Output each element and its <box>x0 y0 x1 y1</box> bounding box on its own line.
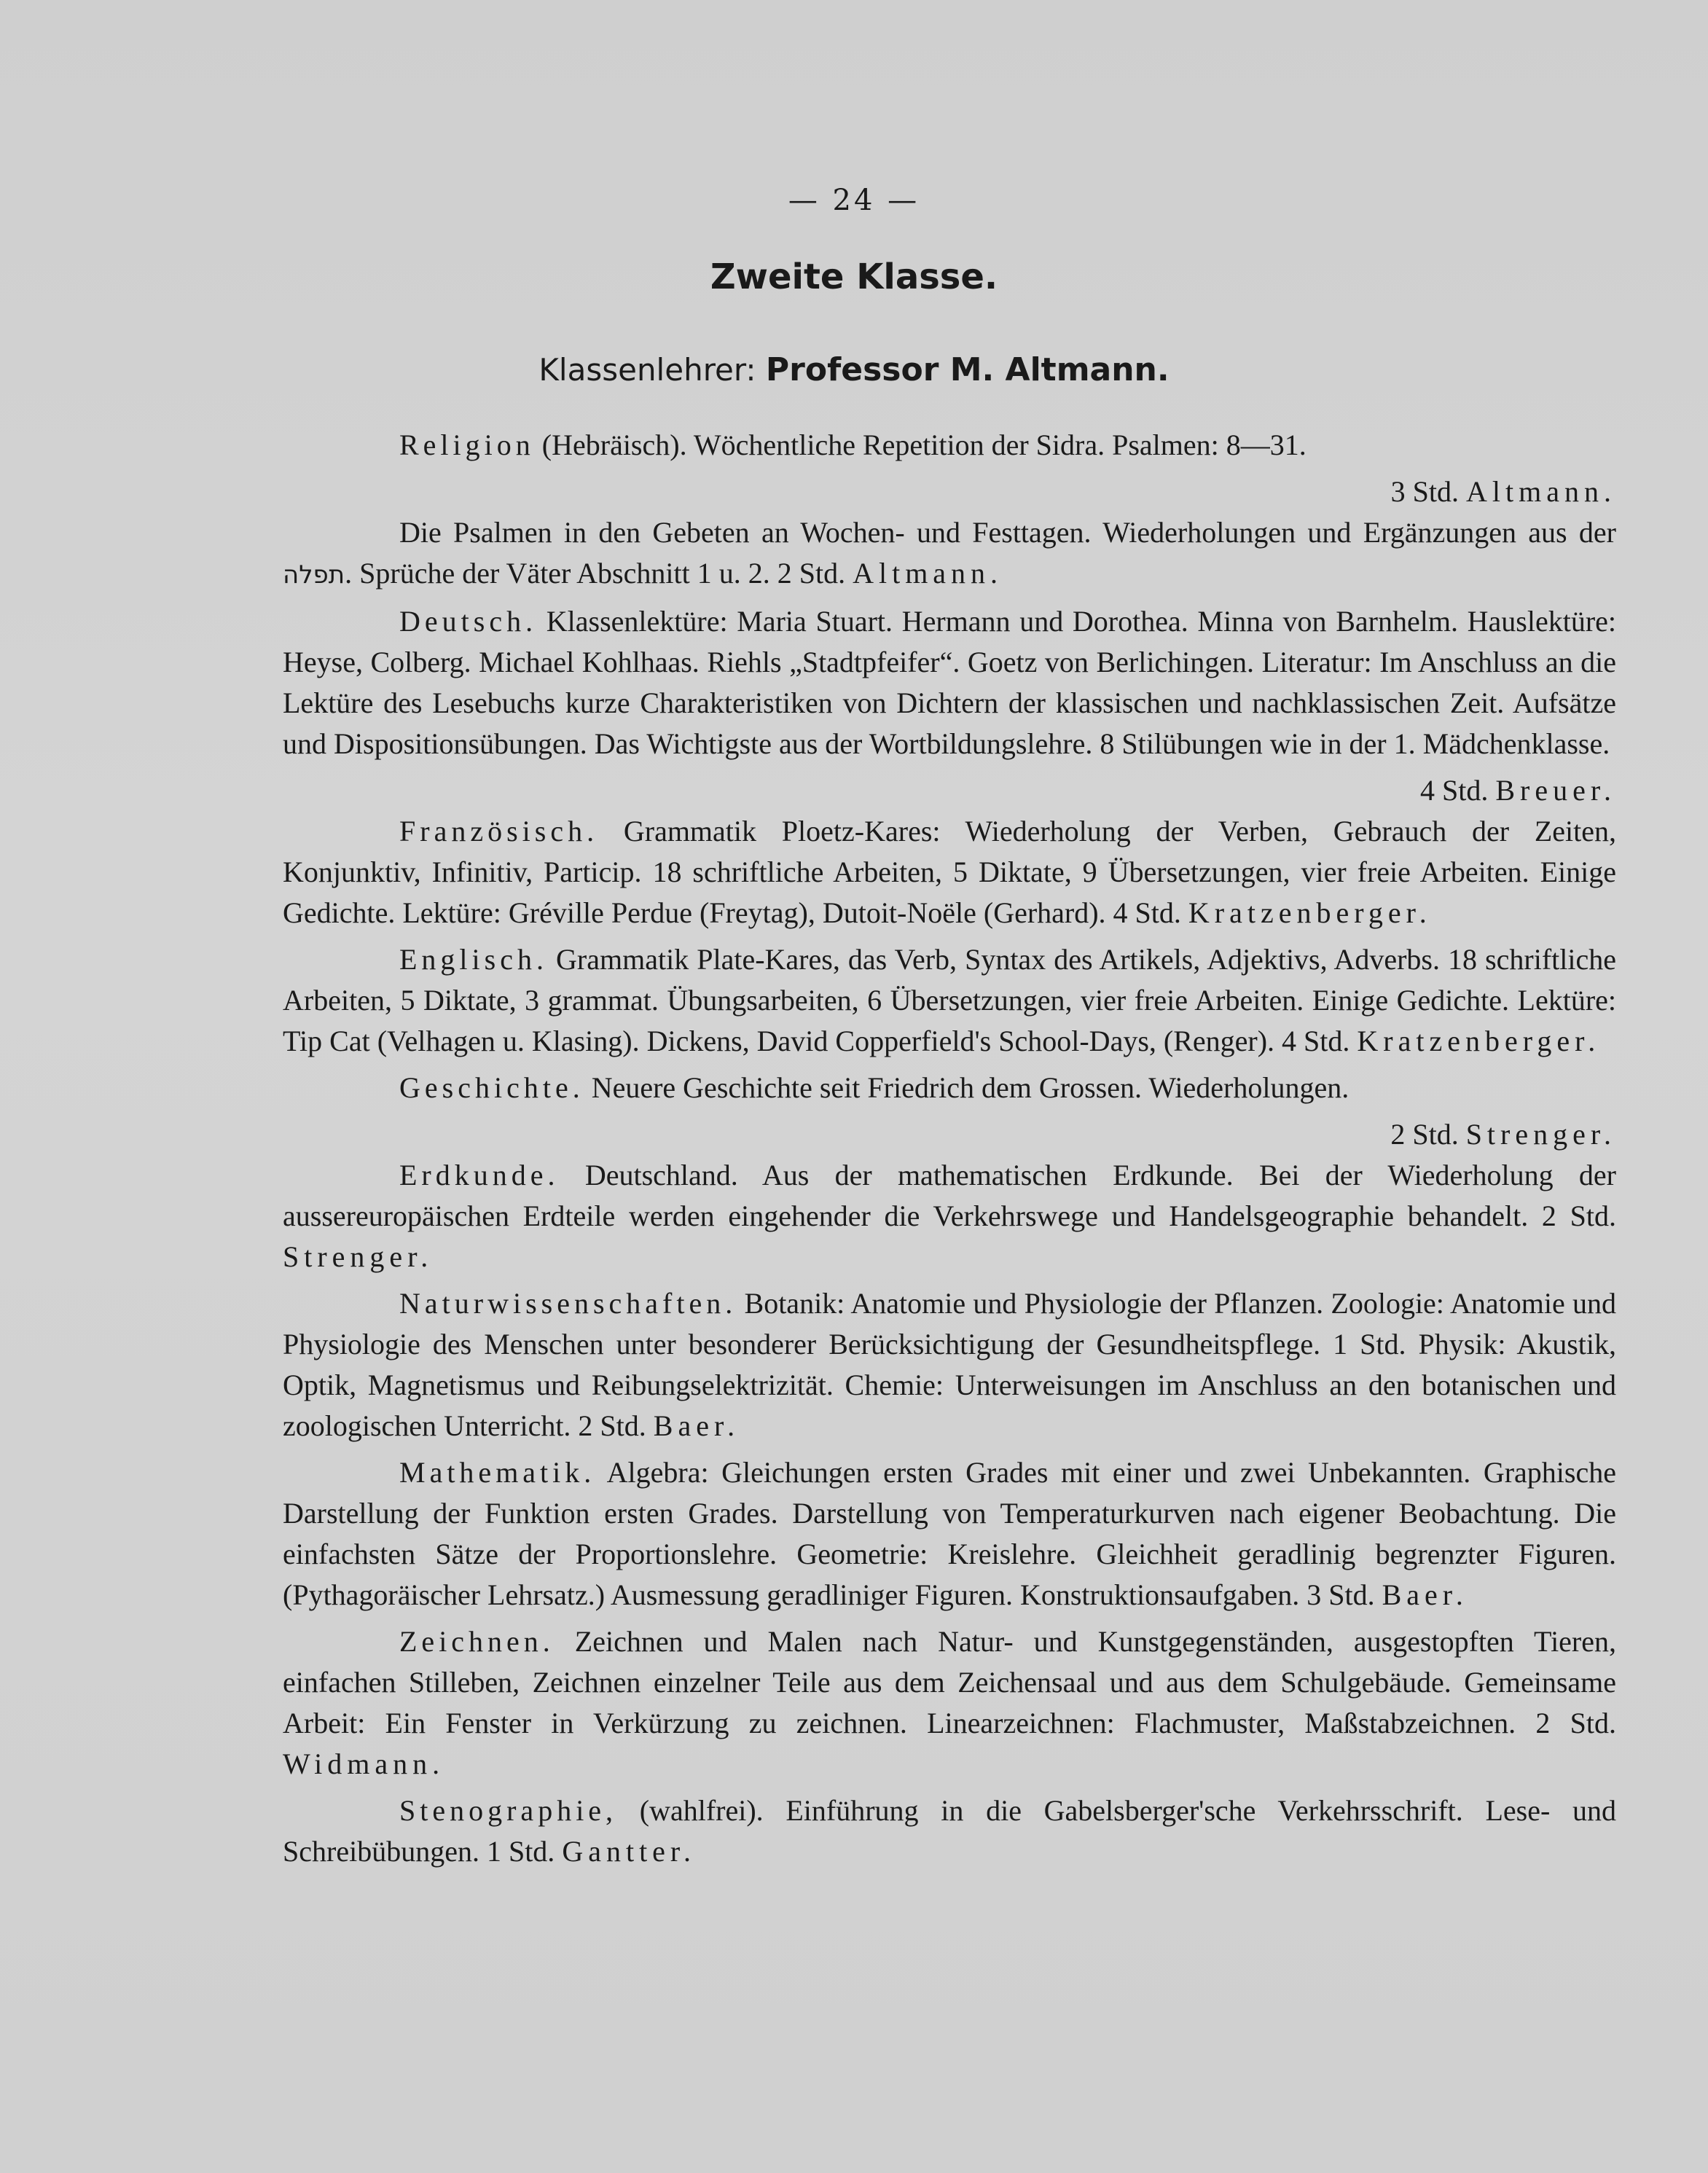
section-englisch <box>283 939 1616 1062</box>
erdkunde-text: Deutschland. Aus der mathematischen Erdkunde. Bei der Wiederholung der aussereuropäischen Erdteile werden eingehender die Verkehrswege und Handelsgeographie behandelt. 2 Std. <box>283 1159 1616 1232</box>
naturwissenschaften-teacher: Baer. <box>653 1409 740 1442</box>
geschichte-hours: 2 Std. <box>1390 1118 1459 1151</box>
franzoesisch-teacher: Kratzenberger. <box>1188 896 1432 929</box>
erdkunde-teacher: Strenger. <box>283 1240 434 1273</box>
franzoesisch-text: Grammatik Ploetz-Kares: Wiederholung der Verben, Gebrauch der Zeiten, Konjunktiv, Infinitiv, Particip. 18 schriftliche Arbeiten, 5 Diktate, 9 Übersetzungen, vier freie Arbeiten. Einige Gedichte. Lektüre: Gréville Perdue (Freytag), Dutoit-Noële (Gerhard). 4 Std. <box>283 815 1616 929</box>
religion-hours-line <box>283 471 1616 512</box>
section-naturwissenschaften <box>283 1283 1616 1446</box>
religion-text-2a: Die Psalmen in den Gebeten an Wochen- und Festtagen. Wiederholungen und Ergänzungen aus der <box>399 516 1616 549</box>
subject-mathematik: Mathematik. <box>399 1456 596 1489</box>
zeichnen-text: Zeichnen und Malen nach Natur- und Kunstgegenständen, ausgestopften Tieren, einfachen Stilleben, Zeichnen einzelner Teile aus dem Zeichensaal und aus dem Schulgebäude. Gemeinsame Arbeit: Ein Fenster in Verkürzung zu zeichnen. Linearzeichnen: Flachmuster, Maßstabzeichnen. 2 Std. <box>283 1625 1617 1739</box>
subject-religion: Religion <box>399 428 535 461</box>
englisch-teacher: Kratzenberger. <box>1357 1025 1601 1057</box>
stenographie-teacher: Gantter. <box>562 1835 697 1868</box>
subject-naturwissenschaften: Naturwissenschaften. <box>399 1287 737 1320</box>
page-title: Zweite Klasse. <box>710 257 998 297</box>
geschichte-teacher: Strenger. <box>1465 1118 1616 1151</box>
geschichte-hours-line <box>283 1114 1616 1155</box>
religion-text-1: (Hebräisch). Wöchentliche Repetition der Sidra. Psalmen: 8—31. <box>541 428 1307 461</box>
mathematik-text: Algebra: Gleichungen ersten Grades mit einer und zwei Unbekannten. Graphische Darstellung der Funktion ersten Grades. Darstellung von Temperaturkurven nach eigener Beobachtung. Die einfachsten Sätze der Proportionslehre. Geometrie: Kreislehre. Gleichheit geradlinig begrenzter Figuren. (Pythagoräischer Lehrsatz.) Ausmessung geradliniger Figuren. Konstruktionsaufgaben. 3 Std. <box>283 1456 1616 1611</box>
section-deutsch <box>283 601 1616 764</box>
section-religion <box>283 425 1616 466</box>
section-franzoesisch <box>283 811 1616 933</box>
naturwissenschaften-text: Botanik: Anatomie und Physiologie der Pflanzen. Zoologie: Anatomie und Physiologie des Menschen unter besonderer Berücksichtigung der Gesundheitspflege. 1 Std. Physik: Akustik, Optik, Magnetismus und Reibungselektrizität. Chemie: Unterweisungen im Anschluss an den botanischen und zoologischen Unterricht. 2 Std. <box>283 1287 1617 1442</box>
mathematik-teacher: Baer. <box>1382 1578 1468 1611</box>
religion-teacher-2: Altmann. <box>853 557 1003 590</box>
section-geschichte <box>283 1068 1616 1108</box>
subject-englisch: Englisch. <box>399 943 548 976</box>
religion-hours-1: 3 Std. <box>1390 475 1460 508</box>
class-teacher-name: Professor M. Altmann. <box>765 351 1170 388</box>
deutsch-text: Klassenlektüre: Maria Stuart. Hermann und Dorothea. Minna von Barnhelm. Hauslektüre: Heyse, Colberg. Michael Kohlhaas. Riehls „Stadtpfeifer“. Goetz von Berlichingen. Literatur: Im Anschluss an die Lektüre des Lesebuchs kurze Charakteristiken von Dichtern der klassischen und nachklassischen Zeit. Aufsätze und Dispositionsübungen. Das Wichtigste aus der Wortbildungslehre. 8 Stilübungen wie in der 1. Mädchenklasse. <box>283 605 1617 760</box>
curriculum-body <box>283 425 1616 1878</box>
class-teacher-line <box>0 351 1708 388</box>
section-religion-2 <box>283 512 1616 595</box>
page-number: — 24 — <box>788 184 920 217</box>
religion-teacher-1: Altmann. <box>1466 475 1616 508</box>
deutsch-teacher: Breuer. <box>1495 774 1616 807</box>
religion-text-2b: . Sprüche der Väter Abschnitt 1 u. 2. 2 Std. <box>345 557 846 590</box>
section-zeichnen <box>283 1621 1616 1785</box>
deutsch-hours-line <box>283 770 1616 811</box>
class-teacher-label: Klassenlehrer: <box>538 352 756 388</box>
subject-stenographie: Stenographie, <box>399 1794 618 1827</box>
englisch-text: Grammatik Plate-Kares, das Verb, Syntax des Artikels, Adjektivs, Adverbs. 18 schriftliche Arbeiten, 5 Diktate, 3 grammat. Übungsarbeiten, 6 Übersetzungen, vier freie Arbeiten. Einige Gedichte. Lektüre: Tip Cat (Velhagen u. Klasing). Dickens, David Copperfield's School-Days, (Renger). 4 Std. <box>283 943 1616 1057</box>
deutsch-hours: 4 Std. <box>1420 774 1489 807</box>
subject-deutsch: Deutsch. <box>399 605 538 638</box>
hebrew-word: תפלה <box>283 560 345 590</box>
stenographie-text: (wahlfrei). Einführung in die Gabelsberger'sche Verkehrsschrift. Lese- und Schreibübungen. 1 Std. <box>283 1794 1616 1868</box>
subject-erdkunde: Erdkunde. <box>399 1159 560 1191</box>
section-stenographie <box>283 1790 1616 1872</box>
subject-zeichnen: Zeichnen. <box>399 1625 555 1658</box>
section-erdkunde <box>283 1155 1616 1277</box>
geschichte-text: Neuere Geschichte seit Friedrich dem Grossen. Wiederholungen. <box>591 1071 1349 1104</box>
subject-geschichte: Geschichte. <box>399 1071 584 1104</box>
zeichnen-teacher: Widmann. <box>283 1747 445 1780</box>
section-mathematik <box>283 1452 1616 1616</box>
subject-franzoesisch: Französisch. <box>399 815 599 847</box>
